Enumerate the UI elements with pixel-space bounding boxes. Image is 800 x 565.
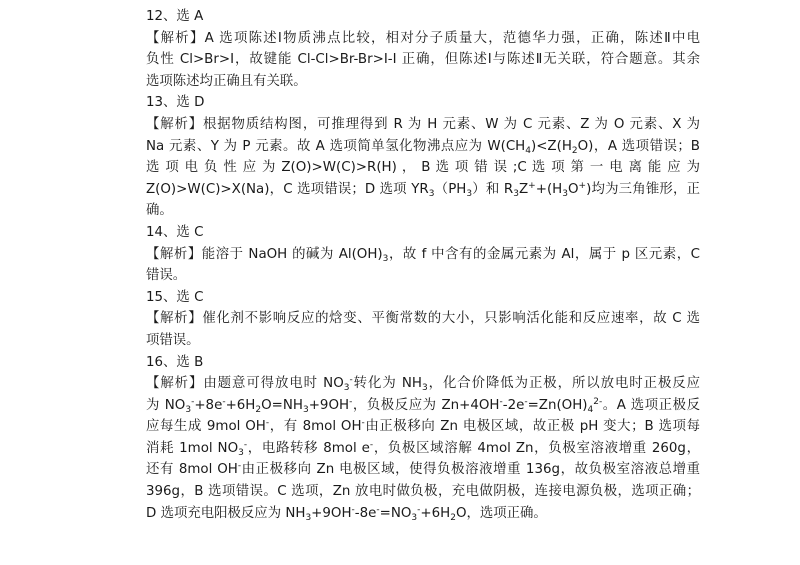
q16-l5-part-b: 由正极移向 Zn 电极区域，使得负极溶液增重 136g，故负极室溶液总增重 bbox=[241, 462, 700, 478]
subscript: 3 bbox=[238, 447, 244, 458]
q16-l7-part-d: =NO bbox=[379, 505, 412, 521]
q13-analysis-line-3: 选 项 电 负 性 应 为 Z(O)>W(C)>R(H) ， B 选 项 错 误 ;C 选 项 第 一 电 离 能 应 为 bbox=[146, 160, 700, 176]
q12-title: 12、选 A bbox=[146, 9, 204, 24]
superscript: - bbox=[417, 504, 421, 515]
subscript: 3 bbox=[513, 188, 519, 199]
q16-analysis-line-2 bbox=[146, 395, 700, 417]
q16-l2-part-g: -2e bbox=[502, 397, 525, 413]
q14-l1-part-a: 【解析】能溶于 NaOH 的碱为 Al(OH) bbox=[146, 246, 383, 262]
q16-l7-part-b: +9OH bbox=[311, 505, 352, 521]
q16-l2-part-a: 为 NO bbox=[146, 397, 186, 413]
q16-analysis-line-3 bbox=[146, 416, 700, 438]
q16-l1-part-a: 【解析】由题意可得放电时 NO bbox=[146, 376, 344, 392]
superscript: - bbox=[351, 504, 355, 515]
q16-l5-part-a: 还有 8mol OH bbox=[146, 462, 238, 478]
q13-l4-part-e: +(H bbox=[535, 181, 563, 197]
q16-l3-part-c: 由正极移向 Zn 电极区域，故正极 pH 变大；B 选项每 bbox=[364, 419, 700, 435]
superscript: - bbox=[369, 439, 374, 450]
superscript: - bbox=[499, 396, 503, 407]
superscript: - bbox=[524, 396, 528, 407]
subscript: 3 bbox=[466, 188, 473, 199]
q13-l4-part-b: （PH bbox=[434, 181, 467, 197]
superscript: 2- bbox=[593, 396, 603, 407]
subscript: 2 bbox=[450, 512, 456, 523]
superscript: - bbox=[265, 418, 270, 429]
subscript: 3 bbox=[343, 383, 350, 394]
superscript: - bbox=[237, 461, 242, 472]
q16-analysis-line-4 bbox=[146, 438, 700, 460]
q13-analysis-line-5: 确。 bbox=[146, 203, 173, 219]
q16-l2-part-f: ，负极反应为 Zn+4OH bbox=[352, 397, 500, 413]
superscript: + bbox=[528, 180, 536, 191]
q16-l3-part-a: 应每生成 9mol OH bbox=[146, 419, 266, 435]
subscript: 3 bbox=[302, 404, 309, 415]
q16-l2-part-i: 。A 选项正极反 bbox=[602, 397, 700, 413]
superscript: - bbox=[191, 396, 195, 407]
subscript: 3 bbox=[428, 188, 435, 199]
q14-l1-part-b: ，故 f 中含有的金属元素为 Al，属于 p 区元素，C bbox=[388, 246, 700, 262]
superscript: - bbox=[376, 504, 380, 515]
q16-l1-part-b: 转化为 NH bbox=[352, 376, 422, 392]
q16-l4-part-a: 消耗 1mol NO bbox=[146, 440, 239, 456]
superscript: - bbox=[349, 375, 353, 386]
superscript: - bbox=[243, 439, 248, 450]
q16-l4-part-b: ，电路转移 8mol e bbox=[247, 440, 370, 456]
superscript: - bbox=[222, 396, 226, 407]
q15-title: 15、选 C bbox=[146, 289, 204, 305]
q14-analysis-line-1 bbox=[146, 244, 700, 266]
subscript: 3 bbox=[185, 404, 192, 415]
q13-l2-part-b: )<Z(H bbox=[530, 138, 572, 154]
q16-l7-part-a: D 选项充电阳极反应为 NH bbox=[146, 505, 306, 521]
subscript: 3 bbox=[421, 383, 428, 394]
q16-l2-part-b: +8e bbox=[194, 397, 223, 413]
q12-analysis-line-1: 【解析】A 选项陈述Ⅰ物质沸点比较，相对分子质量大，范德华力强，正确，陈述Ⅱ中电 bbox=[146, 30, 700, 46]
q13-analysis-line-2 bbox=[146, 136, 700, 158]
q13-title: 13、选 D bbox=[146, 95, 205, 111]
subscript: 2 bbox=[571, 145, 578, 156]
q16-l2-part-h: =Zn(OH) bbox=[527, 397, 588, 413]
q16-l2-part-e: +9OH bbox=[308, 397, 350, 413]
subscript: 3 bbox=[562, 188, 568, 199]
q16-l2-part-c: +6H bbox=[225, 397, 256, 413]
q13-analysis-line-1: 【解析】根据物质结构图，可推理得到 R 为 H 元素、W 为 C 元素、Z 为 O 元素、X 为 bbox=[146, 116, 700, 132]
q13-l4-part-a: Z(O)>W(C)>X(Na)，C 选项错误；D 选项 YR bbox=[146, 181, 429, 197]
subscript: 3 bbox=[305, 512, 312, 523]
q15-analysis-line-2: 项错误。 bbox=[146, 332, 200, 348]
q16-l3-part-b: ，有 8mol OH bbox=[269, 419, 362, 435]
subscript: 4 bbox=[587, 404, 594, 415]
q13-l4-part-f: O bbox=[567, 181, 579, 197]
q16-analysis-line-7 bbox=[146, 503, 700, 525]
q16-l7-part-c: -8e bbox=[354, 505, 377, 521]
superscript: - bbox=[361, 418, 365, 429]
q13-l2-part-c: O)，A 选项错误；B bbox=[577, 138, 700, 154]
q16-l7-part-e: +6H bbox=[420, 505, 451, 521]
q16-title: 16、选 B bbox=[146, 354, 204, 370]
subscript: 4 bbox=[525, 145, 531, 156]
q16-l1-part-c: ，化合价降低为正极，所以放电时正极反应 bbox=[427, 376, 701, 392]
q15-analysis-line-1: 【解析】催化剂不影响反应的焓变、平衡常数的大小，只影响活化能和反应速率，故 C 选 bbox=[146, 311, 700, 327]
q16-l7-part-f: O，选项正确。 bbox=[455, 505, 547, 521]
subscript: 2 bbox=[255, 404, 262, 415]
q16-analysis-line-1 bbox=[146, 373, 700, 395]
q12-analysis-line-3: 选项陈述均正确且有关联。 bbox=[146, 73, 307, 89]
q13-l4-part-d: Z bbox=[518, 181, 529, 197]
q13-analysis-line-4 bbox=[146, 179, 700, 201]
superscript: + bbox=[578, 180, 587, 191]
q16-analysis-line-5 bbox=[146, 459, 700, 481]
q13-l4-part-c: ）和 R bbox=[472, 181, 514, 197]
subscript: 3 bbox=[382, 253, 389, 264]
q16-analysis-line-6: 396g，B 选项错误。C 选项，Zn 放电时做负极，充电做阴极，连接电源负极，选项正确； bbox=[146, 484, 700, 500]
q13-l2-part-a: Na 元素、Y 为 P 元素。故 A 选项简单氢化物沸点应为 W(CH bbox=[146, 138, 526, 154]
subscript: 3 bbox=[411, 512, 418, 523]
q14-title: 14、选 C bbox=[146, 224, 204, 240]
q16-l2-part-d: O=NH bbox=[261, 397, 303, 413]
superscript: - bbox=[349, 396, 353, 407]
q12-analysis-line-2: 负性 Cl>Br>I，故键能 Cl-Cl>Br-Br>I-I 正确，但陈述Ⅰ与陈述Ⅱ无关联，符合题意。其余 bbox=[146, 52, 700, 68]
q16-l4-part-c: ，负极区域溶解 4mol Zn，负极室溶液增重 260g， bbox=[373, 440, 700, 456]
q14-analysis-line-2: 错误。 bbox=[146, 268, 187, 284]
q13-l4-part-g: )均为三角锥形，正 bbox=[586, 181, 700, 197]
